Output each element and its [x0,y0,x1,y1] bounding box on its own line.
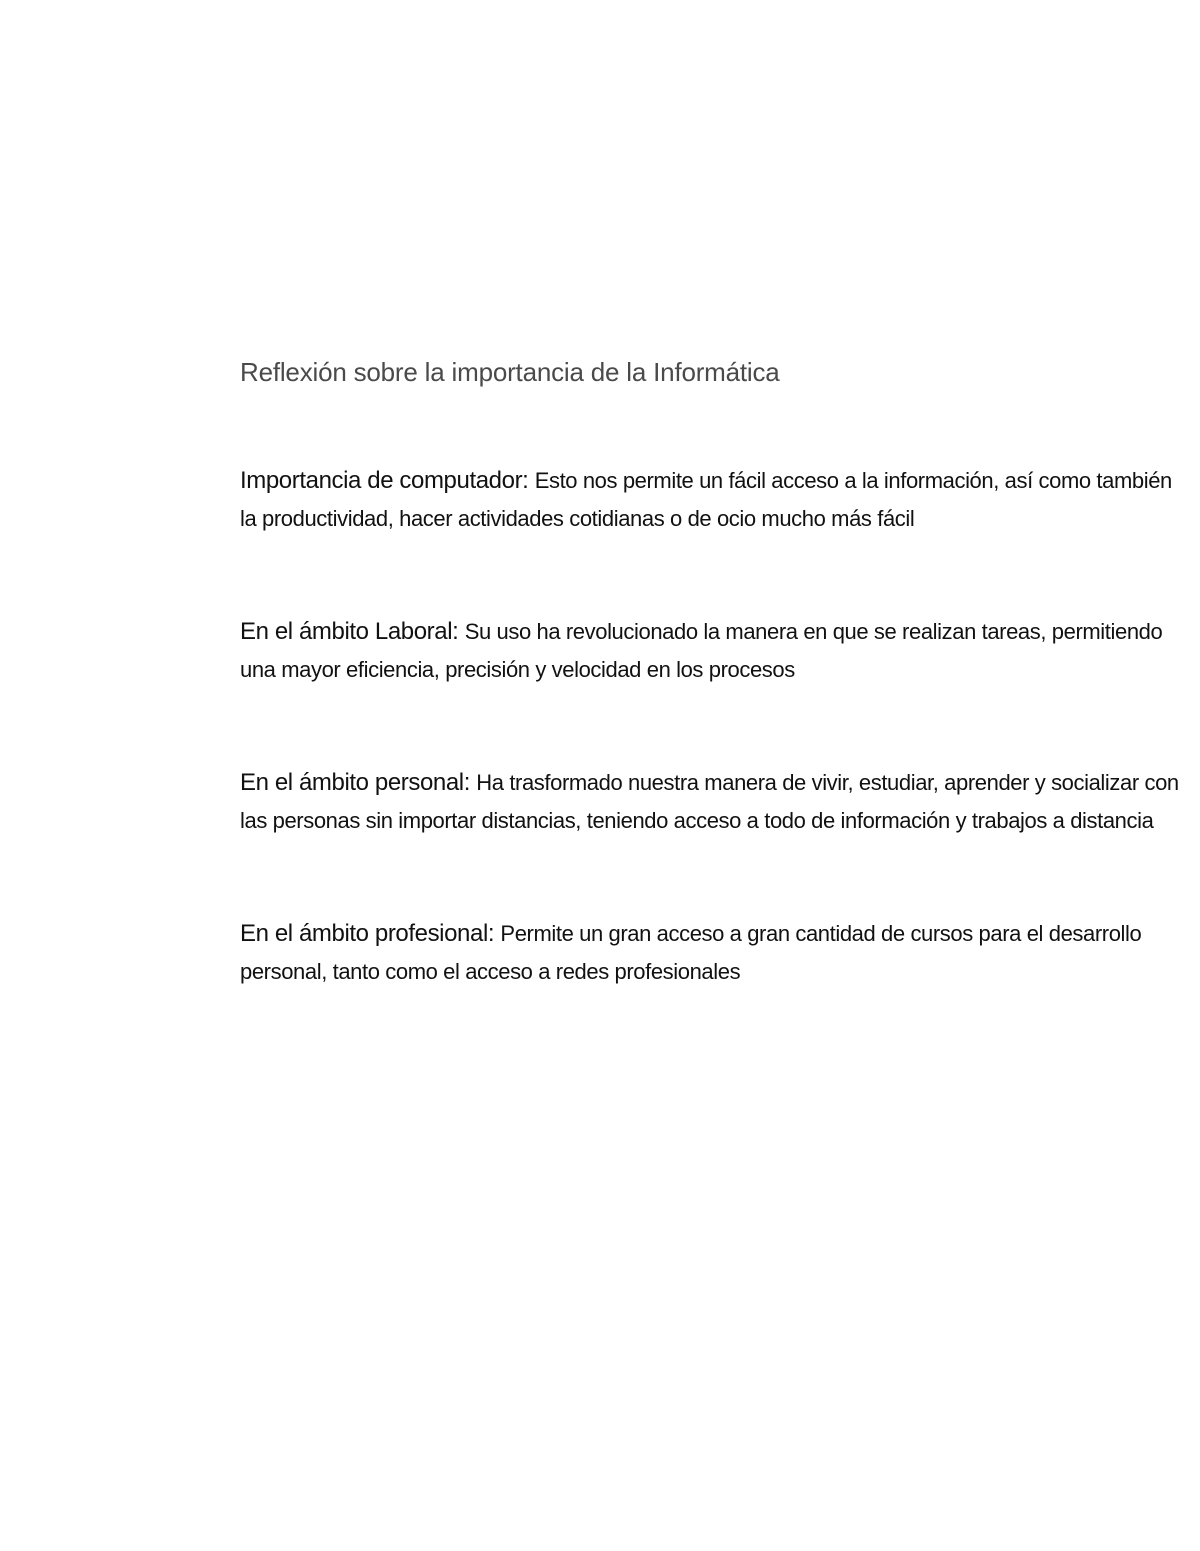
section-text: Permite un gran acceso a gran cantidad de cursos para el desarrollo personal, tanto como el acceso a redes profesionales [240,921,1142,984]
section-text: Esto nos permite un fácil acceso a la información, así como también la productividad, hacer actividades cotidianas o de ocio mucho más fácil [240,468,1172,531]
section-text: Ha trasformado nuestra manera de vivir, estudiar, aprender y socializar con las personas sin importar distancias, teniendo acceso a todo de información y trabajos a distancia [240,770,1179,833]
section-ambito-profesional [240,915,1185,991]
section-heading: En el ámbito profesional: [240,920,501,947]
section-heading: En el ámbito Laboral: [240,618,465,645]
document-title: Reflexión sobre la importancia de la Informática [240,357,780,387]
section-ambito-personal [240,764,1185,840]
section-heading: En el ámbito personal: [240,769,477,796]
section-ambito-laboral [240,613,1185,689]
section-heading: Importancia de computador: [240,467,535,494]
section-text: Su uso ha revolucionado la manera en que se realizan tareas, permitiendo una mayor eficiencia, precisión y velocidad en los procesos [240,619,1163,682]
document-content [240,352,1185,1066]
section-importancia-computador [240,462,1185,538]
